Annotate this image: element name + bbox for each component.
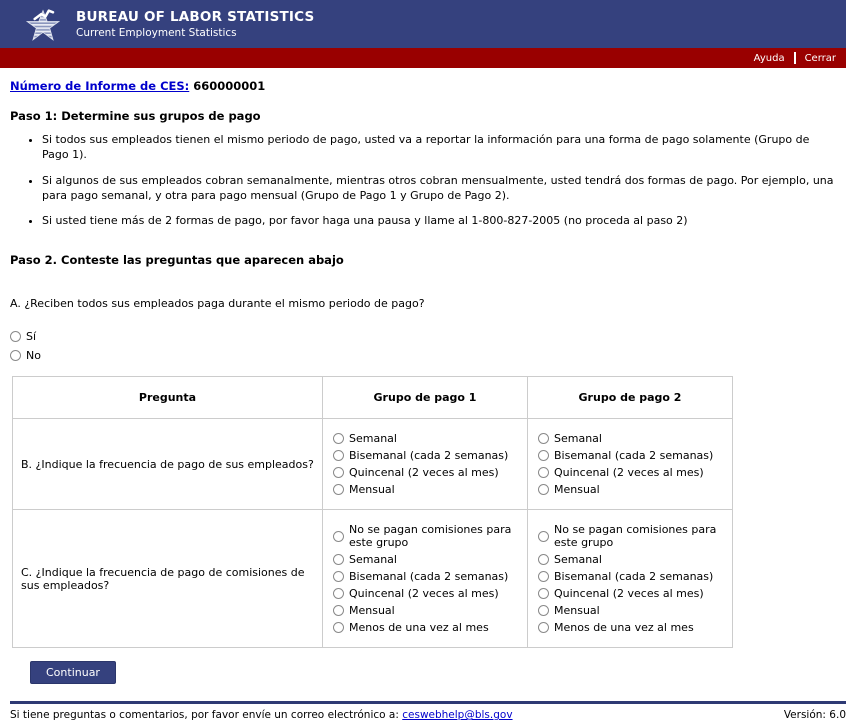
footer-help-text bbox=[10, 709, 513, 721]
radio-label[interactable]: Mensual bbox=[349, 604, 395, 618]
pay-group-table bbox=[12, 376, 733, 648]
footer-divider bbox=[10, 701, 846, 704]
radio-no-label[interactable]: No bbox=[26, 349, 41, 363]
radio-c2-quincenal[interactable] bbox=[538, 588, 549, 599]
step2-title: Paso 2. Conteste las preguntas que aparecen abajo bbox=[10, 253, 344, 268]
question-b-group2-options bbox=[528, 419, 733, 510]
footer-help-label: Si tiene preguntas o comentarios, por favor envíe un correo electrónico a: bbox=[10, 709, 399, 721]
report-number-link[interactable]: Número de Informe de CES: bbox=[10, 79, 190, 93]
radio-c2-no-comisiones[interactable] bbox=[538, 531, 549, 542]
radio-label[interactable]: Mensual bbox=[554, 483, 600, 497]
radio-si-label[interactable]: Sí bbox=[26, 330, 37, 344]
radio-c1-no-comisiones[interactable] bbox=[333, 531, 344, 542]
radio-c1-mensual[interactable] bbox=[333, 605, 344, 616]
table-row-b bbox=[13, 419, 733, 510]
radio-c2-semanal[interactable] bbox=[538, 554, 549, 565]
masthead bbox=[0, 0, 846, 48]
continuar-button[interactable]: Continuar bbox=[30, 661, 116, 684]
table-row-c bbox=[13, 510, 733, 648]
table-header-grupo2: Grupo de pago 2 bbox=[528, 377, 733, 419]
table-header-pregunta: Pregunta bbox=[13, 377, 323, 419]
question-a-options bbox=[10, 330, 836, 362]
step1-title: Paso 1: Determine sus grupos de pago bbox=[10, 109, 261, 123]
radio-label[interactable]: No se pagan comisiones para este grupo bbox=[554, 523, 717, 550]
ayuda-link[interactable]: Ayuda bbox=[753, 52, 785, 64]
step1-bullet: • Si algunos de sus empleados cobran semanalmente, mientras otros cobran mensualmente, usted tendrá dos formas de pago. Por ejemplo, una para pago semanal, y otra para pago mensual (Grupo de Pago 1 y Grupo de Pago 2). bbox=[42, 174, 836, 204]
report-number-value: 660000001 bbox=[193, 79, 266, 93]
radio-label[interactable]: No se pagan comisiones para este grupo bbox=[349, 523, 512, 550]
top-nav-bar bbox=[0, 48, 846, 68]
radio-c1-bisemanal[interactable] bbox=[333, 571, 344, 582]
step1-bullet-list bbox=[10, 133, 836, 229]
radio-label[interactable]: Quincenal (2 veces al mes) bbox=[349, 466, 499, 480]
table-header-row bbox=[13, 377, 733, 419]
footer bbox=[10, 709, 846, 721]
question-a-option-no bbox=[10, 349, 836, 362]
radio-b2-bisemanal[interactable] bbox=[538, 450, 549, 461]
agency-title: BUREAU OF LABOR STATISTICS bbox=[76, 9, 315, 25]
question-c-group2-options bbox=[528, 510, 733, 648]
radio-c1-menos[interactable] bbox=[333, 622, 344, 633]
bls-logo-icon bbox=[22, 3, 64, 45]
radio-label[interactable]: Semanal bbox=[554, 553, 602, 567]
masthead-titles bbox=[76, 9, 314, 39]
radio-label[interactable]: Menos de una vez al mes bbox=[349, 621, 489, 635]
question-b-group1-options bbox=[323, 419, 528, 510]
question-a-option-si bbox=[10, 330, 836, 343]
radio-no[interactable] bbox=[10, 350, 21, 361]
cerrar-link[interactable]: Cerrar bbox=[804, 52, 836, 64]
radio-c1-semanal[interactable] bbox=[333, 554, 344, 565]
step1-bullet: • Si usted tiene más de 2 formas de pago, por favor haga una pausa y llame al 1-800-827-2005 (no proceda al paso 2) bbox=[42, 214, 836, 229]
radio-label[interactable]: Semanal bbox=[554, 432, 602, 446]
radio-b2-semanal[interactable] bbox=[538, 433, 549, 444]
radio-b1-quincenal[interactable] bbox=[333, 467, 344, 478]
radio-c2-bisemanal[interactable] bbox=[538, 571, 549, 582]
radio-label[interactable]: Semanal bbox=[349, 432, 397, 446]
question-b-text: B. ¿Indique la frecuencia de pago de sus empleados? bbox=[13, 419, 323, 510]
radio-label[interactable]: Bisemanal (cada 2 semanas) bbox=[554, 449, 714, 463]
radio-b1-bisemanal[interactable] bbox=[333, 450, 344, 461]
footer-email-link[interactable]: ceswebhelp@bls.gov bbox=[402, 709, 513, 721]
radio-label[interactable]: Quincenal (2 veces al mes) bbox=[554, 587, 704, 601]
radio-label[interactable]: Quincenal (2 veces al mes) bbox=[554, 466, 704, 480]
question-c-text: C. ¿Indique la frecuencia de pago de comisiones de sus empleados? bbox=[13, 510, 323, 648]
radio-label[interactable]: Mensual bbox=[349, 483, 395, 497]
table-header-grupo1: Grupo de pago 1 bbox=[323, 377, 528, 419]
radio-label[interactable]: Bisemanal (cada 2 semanas) bbox=[349, 570, 509, 584]
radio-label[interactable]: Bisemanal (cada 2 semanas) bbox=[349, 449, 509, 463]
radio-label[interactable]: Bisemanal (cada 2 semanas) bbox=[554, 570, 714, 584]
nav-separator bbox=[794, 52, 796, 64]
radio-label[interactable]: Mensual bbox=[554, 604, 600, 618]
radio-b1-semanal[interactable] bbox=[333, 433, 344, 444]
step1-bullet: • Si todos sus empleados tienen el mismo periodo de pago, usted va a reportar la información para una forma de pago solamente (Grupo de Pago 1). bbox=[42, 133, 836, 163]
question-c-group1-options bbox=[323, 510, 528, 648]
footer-version: Versión: 6.0 bbox=[783, 709, 846, 721]
radio-b2-mensual[interactable] bbox=[538, 484, 549, 495]
radio-b2-quincenal[interactable] bbox=[538, 467, 549, 478]
radio-c1-quincenal[interactable] bbox=[333, 588, 344, 599]
radio-b1-mensual[interactable] bbox=[333, 484, 344, 495]
app-subtitle: Current Employment Statistics bbox=[76, 27, 237, 39]
radio-label[interactable]: Menos de una vez al mes bbox=[554, 621, 694, 635]
report-number-line bbox=[10, 79, 836, 93]
radio-c2-mensual[interactable] bbox=[538, 605, 549, 616]
main-content bbox=[0, 79, 846, 721]
radio-si[interactable] bbox=[10, 331, 21, 342]
question-a-text: A. ¿Reciben todos sus empleados paga durante el mismo periodo de pago? bbox=[10, 297, 425, 311]
radio-label[interactable]: Semanal bbox=[349, 553, 397, 567]
radio-c2-menos[interactable] bbox=[538, 622, 549, 633]
radio-label[interactable]: Quincenal (2 veces al mes) bbox=[349, 587, 499, 601]
